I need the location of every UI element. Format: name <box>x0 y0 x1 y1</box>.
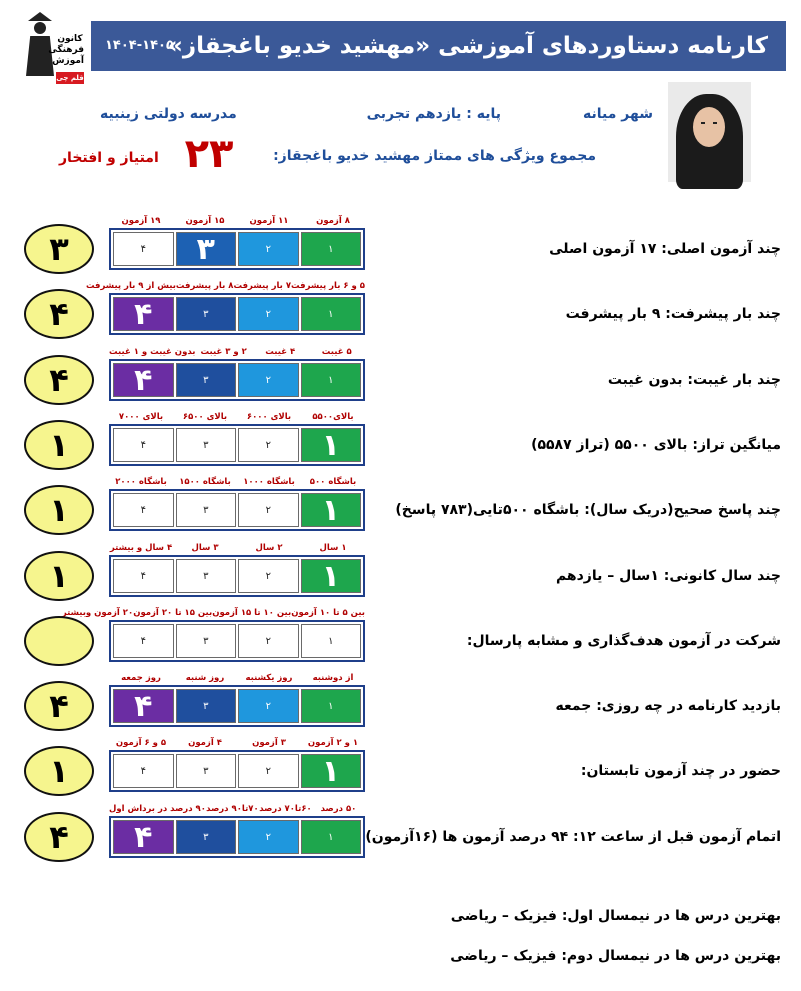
threshold-label: روز یکشنبه <box>245 673 293 683</box>
threshold-label: باشگاه ۵۰۰ <box>309 477 357 487</box>
level-cell: ۳ <box>176 493 237 527</box>
graduation-cap-icon <box>28 12 52 21</box>
threshold-label: ۱۱ آزمون <box>249 216 289 226</box>
level-cell: ۴ <box>113 754 174 788</box>
threshold-label: بین ۱۰ تا ۱۵ آزمون <box>212 608 292 618</box>
best-lessons-second-half: بهترین درس ها در نیمسال دوم: فیزیک – ریاضی <box>450 948 781 964</box>
threshold-label: ۷ بار پیشرفت <box>233 281 292 291</box>
level-cell: ۲ <box>238 428 299 462</box>
level-cell: ۴ <box>113 297 174 331</box>
level-cell: ۳ <box>176 689 237 723</box>
best-lessons-first-half: بهترین درس ها در نیمسال اول: فیزیک – ریاضی <box>450 908 781 924</box>
threshold-label: ۴ آزمون <box>188 738 222 748</box>
score-badge: ۴ <box>24 355 94 405</box>
level-cell: ۲ <box>238 493 299 527</box>
threshold-label: از دوشنبه <box>312 673 354 683</box>
academic-years: ۱۴۰۴-۱۴۰۵ <box>105 38 174 53</box>
achievement-question: چند آزمون اصلی: ۱۷ آزمون اصلی <box>549 241 781 257</box>
level-row <box>109 685 365 727</box>
threshold-label: ۴ غیبت <box>265 347 296 357</box>
threshold-label: ۲ سال <box>255 543 283 553</box>
threshold-label: بالای ۷۰۰۰ <box>118 412 164 422</box>
student-photo <box>668 82 751 182</box>
threshold-label: بین ۵ تا ۱۰ آزمون <box>291 608 365 618</box>
level-cell: ۴ <box>113 428 174 462</box>
row-threshold-labels <box>109 410 365 424</box>
achievement-question: چند سال کانونی: ۱سال – یازدهم <box>555 568 781 584</box>
level-cell: ۳ <box>176 624 237 658</box>
level-cell: ۱ <box>301 689 362 723</box>
level-cell: ۳ <box>176 559 237 593</box>
threshold-label: ۶۰تا۷۰ درصد <box>259 804 312 814</box>
achievement-question: شرکت در آزمون هدف‌گذاری و مشابه پارسال: <box>466 633 781 649</box>
level-cell: ۱ <box>301 493 362 527</box>
level-cell: ۴ <box>113 363 174 397</box>
student-grade: پایه : یازدهم تجربی <box>366 106 501 122</box>
threshold-label: ۱ سال <box>319 543 347 553</box>
row-threshold-labels <box>109 475 365 489</box>
level-cell: ۱ <box>301 754 362 788</box>
row-threshold-labels <box>109 541 365 555</box>
level-row <box>109 359 365 401</box>
student-city: شهر میانه <box>583 106 653 122</box>
threshold-label: ۲ و ۳ غیبت <box>200 347 247 357</box>
threshold-label: ۸ آزمون <box>316 216 350 226</box>
level-row <box>109 816 365 858</box>
threshold-label: باشگاه ۱۵۰۰ <box>179 477 231 487</box>
score-badge: ۴ <box>24 681 94 731</box>
level-cell: ۱ <box>301 363 362 397</box>
points-label: امتیاز و افتخار <box>59 150 159 166</box>
level-cell: ۳ <box>176 754 237 788</box>
level-cell: ۲ <box>238 232 299 266</box>
level-row <box>109 750 365 792</box>
threshold-label: بیش از ۹ بار پیشرفت <box>85 281 176 291</box>
level-cell: ۴ <box>113 559 174 593</box>
score-badge <box>24 616 94 666</box>
row-threshold-labels <box>109 736 365 750</box>
score-badge: ۱ <box>24 746 94 796</box>
level-cell: ۱ <box>301 624 362 658</box>
level-cell: ۴ <box>113 820 174 854</box>
level-row <box>109 293 365 335</box>
level-cell: ۳ <box>176 363 237 397</box>
threshold-label: ۴ سال و بیشتر <box>109 543 173 553</box>
threshold-label: ۱ و ۲ آزمون <box>307 738 359 748</box>
score-badge: ۴ <box>24 289 94 339</box>
score-badge: ۳ <box>24 224 94 274</box>
achievement-question: چند بار غیبت: بدون غیبت <box>607 372 781 388</box>
threshold-label: بالای ۶۵۰۰ <box>182 412 228 422</box>
level-cell: ۴ <box>113 493 174 527</box>
threshold-label: ۵ و ۶ بار پیشرفت <box>291 281 365 291</box>
level-cell: ۳ <box>176 820 237 854</box>
threshold-label: ۵ و ۶ آزمون <box>115 738 167 748</box>
level-cell: ۲ <box>238 689 299 723</box>
total-score: ۲۳ <box>184 131 234 177</box>
level-cell: ۳ <box>176 297 237 331</box>
threshold-label: روز جمعه <box>121 673 161 683</box>
level-cell: ۴ <box>113 689 174 723</box>
level-cell: ۱ <box>301 820 362 854</box>
threshold-label: بین ۱۵ تا ۲۰ آزمون <box>133 608 213 618</box>
logo-tag: قلم چی <box>56 74 84 82</box>
row-threshold-labels <box>109 802 365 816</box>
threshold-label: ۸ بار پیشرفت <box>175 281 234 291</box>
level-cell: ۲ <box>238 820 299 854</box>
threshold-label: روز شنبه <box>185 673 225 683</box>
achievement-question: حضور در چند آزمون تابستان: <box>580 763 781 779</box>
threshold-label: ۳ آزمون <box>252 738 286 748</box>
level-row <box>109 620 365 662</box>
level-cell: ۳ <box>176 428 237 462</box>
threshold-label: ۲۰ آزمون وبیشتر <box>61 608 134 618</box>
achievement-question: بازدید کارنامه در چه روزی: جمعه <box>555 698 781 714</box>
level-cell: ۴ <box>113 232 174 266</box>
threshold-label: بالای۵۵۰۰ <box>312 412 354 422</box>
level-cell: ۲ <box>238 624 299 658</box>
score-badge: ۱ <box>24 420 94 470</box>
level-cell: ۴ <box>113 624 174 658</box>
threshold-label: ۹۰ درصد در برداش اول <box>108 804 206 814</box>
page-title: کارنامه دستاوردهای آموزشی «مهشید خدیو باغجقاز» <box>168 33 768 59</box>
logo-text: کانون فرهنگی آموزش <box>48 34 84 66</box>
achievement-question: چند پاسخ صحیح(دریک سال): باشگاه ۵۰۰تایی(۷۸۳ پاسخ) <box>395 502 781 518</box>
row-threshold-labels <box>109 214 365 228</box>
level-cell: ۲ <box>238 754 299 788</box>
kanoon-logo <box>18 12 82 88</box>
total-label: مجموع ویژگی های ممتاز مهشید خدیو باغجقاز: <box>273 148 596 164</box>
level-cell: ۱ <box>301 297 362 331</box>
level-cell: ۱ <box>301 428 362 462</box>
score-badge: ۱ <box>24 485 94 535</box>
row-threshold-labels <box>85 279 365 293</box>
level-cell: ۳ <box>176 232 237 266</box>
threshold-label: بدون غیبت و ۱ غیبت <box>109 347 196 357</box>
threshold-label: ۱۹ آزمون <box>121 216 161 226</box>
level-row <box>109 555 365 597</box>
achievement-question: چند بار پیشرفت: ۹ بار پیشرفت <box>565 306 781 322</box>
row-threshold-labels <box>61 606 365 620</box>
level-row <box>109 489 365 531</box>
score-badge: ۱ <box>24 551 94 601</box>
threshold-label: ۳ سال <box>191 543 219 553</box>
report-title-banner <box>91 21 786 71</box>
score-badge: ۴ <box>24 812 94 862</box>
threshold-label: ۱۵ آزمون <box>185 216 225 226</box>
achievement-question: میانگین تراز: بالای ۵۵۰۰ (تراز ۵۵۸۷) <box>531 437 781 453</box>
level-cell: ۱ <box>301 232 362 266</box>
student-school: مدرسه دولتی زینبیه <box>100 106 237 122</box>
level-cell: ۲ <box>238 559 299 593</box>
threshold-label: باشگاه ۲۰۰۰ <box>115 477 167 487</box>
level-cell: ۲ <box>238 297 299 331</box>
level-cell: ۲ <box>238 363 299 397</box>
threshold-label: ۷۰تا۹۰ درصد <box>206 804 259 814</box>
row-threshold-labels <box>109 345 365 359</box>
level-cell: ۱ <box>301 559 362 593</box>
threshold-label: ۵ غیبت <box>321 347 352 357</box>
achievement-question: اتمام آزمون قبل از ساعت ۱۲: ۹۴ درصد آزمون ها (۱۶آزمون) <box>365 829 781 845</box>
level-row <box>109 424 365 466</box>
threshold-label: ۵۰ درصد <box>320 804 357 814</box>
row-threshold-labels <box>109 671 365 685</box>
threshold-label: بالای ۶۰۰۰ <box>246 412 292 422</box>
threshold-label: باشگاه ۱۰۰۰ <box>243 477 295 487</box>
level-row <box>109 228 365 270</box>
